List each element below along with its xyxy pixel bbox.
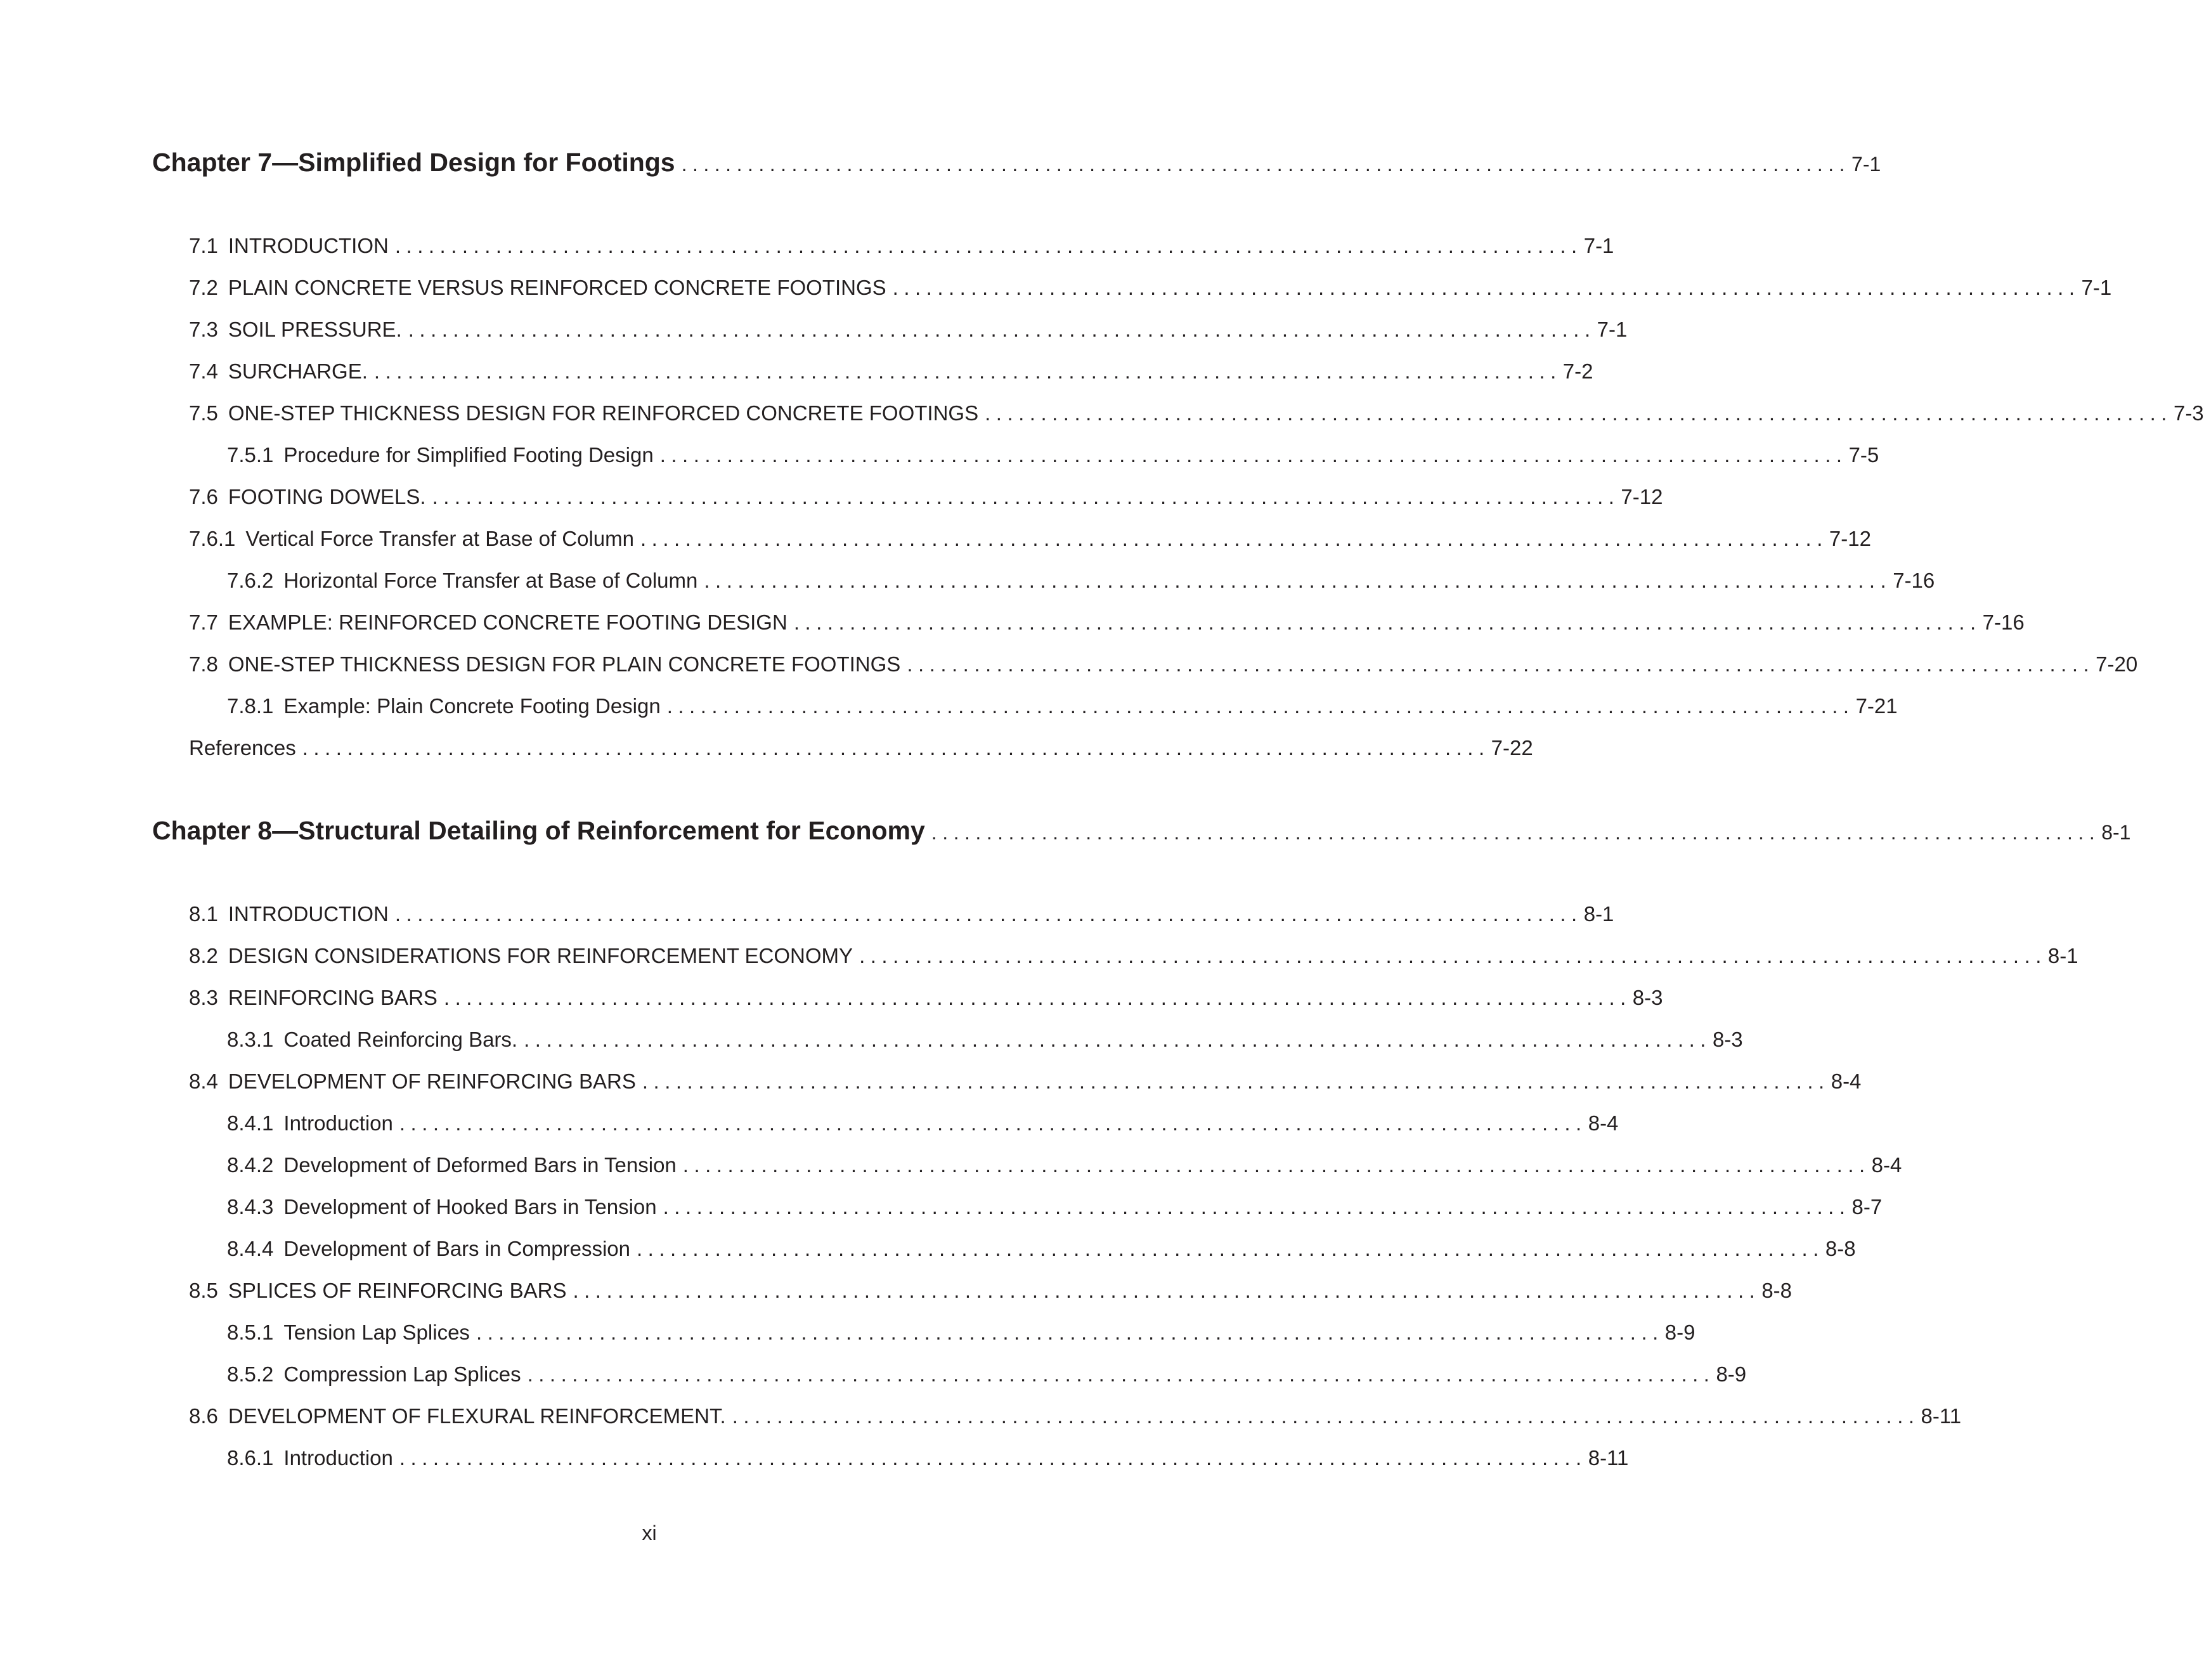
entry-number: 7.6.1 [189, 527, 236, 550]
entry-page: 8-8 [1825, 1237, 1856, 1260]
entry-number: 7.6 [189, 485, 218, 508]
toc-entry[interactable] [227, 567, 1935, 595]
entry-number: 8.3 [189, 986, 218, 1009]
entry-title: Introduction [283, 1111, 393, 1135]
entry-title: PLAIN CONCRETE VERSUS REINFORCED CONCRETE FOOTINGS [228, 276, 886, 299]
chapter-heading[interactable] [152, 146, 1881, 179]
dot-leader: .......................................................................................................... [892, 276, 2080, 299]
entry-page: 7-21 [1855, 694, 1898, 718]
dot-leader: .......................................................................................................... [302, 736, 1490, 759]
entry-page: 7-12 [1829, 527, 1871, 550]
page-number: xi [642, 1522, 657, 1544]
entry-page: 8-4 [1588, 1111, 1619, 1135]
entry-number: 8.5.2 [227, 1362, 274, 1386]
entry-title: Coated Reinforcing Bars. [283, 1028, 518, 1051]
dot-leader: .......................................................................................................... [373, 359, 1562, 383]
entry-number: 7.7 [189, 611, 218, 634]
toc-entry[interactable] [227, 1109, 1619, 1137]
entry-title: INTRODUCTION [228, 234, 389, 257]
dot-leader: .......................................................................................................... [399, 1111, 1587, 1135]
entry-title: Vertical Force Transfer at Base of Column [245, 527, 635, 550]
entry-page: 8-3 [1632, 986, 1663, 1009]
entry-title: Procedure for Simplified Footing Design [283, 443, 654, 467]
toc-entry[interactable] [189, 1277, 1792, 1305]
toc-entry[interactable] [189, 316, 1628, 344]
entry-title: Compression Lap Splices [283, 1362, 521, 1386]
toc-entry[interactable] [189, 274, 2112, 302]
entry-number: 7.2 [189, 276, 218, 299]
chapter-title: Chapter 7—Simplified Design for Footings [152, 148, 675, 177]
entry-title: SPLICES OF REINFORCING BARS [228, 1279, 567, 1302]
toc-entry[interactable] [189, 609, 2025, 636]
dot-leader: .......................................................................................................... [394, 234, 1583, 257]
entry-title: FOOTING DOWELS. [228, 485, 426, 508]
entry-title: REINFORCING BARS [228, 986, 438, 1009]
entry-title: Development of Deformed Bars in Tension [283, 1153, 677, 1177]
dot-leader: .......................................................................................................... [443, 986, 1631, 1009]
entry-title: Development of Bars in Compression [283, 1237, 630, 1260]
entry-number: 7.4 [189, 359, 218, 383]
entry-page: 8-4 [1871, 1153, 1902, 1177]
entry-page: 8-4 [1831, 1069, 1862, 1093]
toc-entry[interactable] [227, 1026, 1743, 1054]
dot-leader: .......................................................................................................... [985, 401, 2172, 425]
dot-leader: .......................................................................................................... [663, 1195, 1851, 1218]
dot-leader: .......................................................................................................... [931, 821, 2101, 844]
entry-title: SURCHARGE. [228, 359, 368, 383]
dot-leader: .......................................................................................................... [432, 485, 1620, 508]
toc-entry[interactable] [189, 483, 1663, 511]
entry-number: 8.5 [189, 1279, 218, 1302]
entry-page: 7-5 [1848, 443, 1879, 467]
chapter-page: 8-1 [2101, 821, 2131, 844]
entry-number: 8.3.1 [227, 1028, 274, 1051]
dot-leader: .......................................................................................................... [642, 1069, 1830, 1093]
dot-leader: .......................................................................................................... [907, 652, 2095, 676]
entry-number: 8.6.1 [227, 1446, 274, 1470]
toc-entry[interactable] [227, 1151, 1902, 1179]
entry-page: 7-3 [2173, 401, 2204, 425]
dot-leader: .......................................................................................................... [408, 318, 1596, 341]
entry-title: Development of Hooked Bars in Tension [283, 1195, 657, 1218]
entry-number: 8.4.4 [227, 1237, 274, 1260]
entry-page: 7-22 [1491, 736, 1533, 759]
entry-number: 8.4 [189, 1069, 218, 1093]
toc-entry[interactable] [189, 1402, 1962, 1430]
entry-title: ONE-STEP THICKNESS DESIGN FOR PLAIN CONCRETE FOOTINGS [228, 652, 901, 676]
entry-number: 8.4.3 [227, 1195, 274, 1218]
toc-entry[interactable] [189, 525, 1871, 553]
entry-title: Horizontal Force Transfer at Base of Column [283, 569, 698, 592]
toc-entry[interactable] [227, 692, 1898, 720]
entry-page: 8-1 [1583, 902, 1614, 926]
entry-page: 7-16 [1982, 611, 2025, 634]
dot-leader: .......................................................................................................... [793, 611, 1981, 634]
dot-leader: .......................................................................................................... [666, 694, 1855, 718]
entry-number: 7.8 [189, 652, 218, 676]
toc-entry[interactable] [227, 1444, 1629, 1472]
dot-leader: .......................................................................................................... [573, 1279, 1761, 1302]
entry-title: EXAMPLE: REINFORCED CONCRETE FOOTING DESIGN [228, 611, 788, 634]
entry-page: 8-11 [1921, 1404, 1962, 1428]
toc-entry[interactable] [189, 942, 2078, 970]
toc-entry[interactable] [227, 1360, 1747, 1388]
entry-title: Tension Lap Splices [283, 1321, 470, 1344]
toc-entry[interactable] [227, 1193, 1883, 1221]
entry-title: DEVELOPMENT OF FLEXURAL REINFORCEMENT. [228, 1404, 726, 1428]
chapter-heading[interactable] [152, 814, 2131, 847]
entry-page: 7-1 [1583, 234, 1614, 257]
toc-entry[interactable] [189, 232, 1614, 260]
entry-title: DEVELOPMENT OF REINFORCING BARS [228, 1069, 636, 1093]
entry-page: 7-16 [1893, 569, 1935, 592]
entry-number: 7.6.2 [227, 569, 274, 592]
toc-entry[interactable] [189, 399, 2204, 427]
entry-title: SOIL PRESSURE. [228, 318, 402, 341]
chapter-page: 7-1 [1851, 153, 1881, 176]
dot-leader: .......................................................................................................... [524, 1028, 1711, 1051]
toc-entry[interactable] [189, 984, 1663, 1012]
entry-page: 8-9 [1716, 1362, 1747, 1386]
entry-number: 8.4.1 [227, 1111, 274, 1135]
entry-page: 7-1 [2081, 276, 2112, 299]
entry-number: 7.5 [189, 401, 218, 425]
entry-page: 7-1 [1597, 318, 1628, 341]
dot-leader: .......................................................................................................... [859, 944, 2047, 967]
entry-title: INTRODUCTION [228, 902, 389, 926]
entry-page: 8-9 [1664, 1321, 1695, 1344]
entry-page: 8-11 [1588, 1446, 1629, 1470]
entry-number: 7.8.1 [227, 694, 274, 718]
dot-leader: .......................................................................................................... [394, 902, 1583, 926]
dot-leader: .......................................................................................................... [682, 1153, 1870, 1177]
toc-entry[interactable] [189, 358, 1593, 385]
entry-page: 7-12 [1621, 485, 1663, 508]
entry-page: 8-8 [1761, 1279, 1792, 1302]
dot-leader: .......................................................................................................... [637, 1237, 1824, 1260]
entry-page: 8-3 [1712, 1028, 1743, 1051]
toc-entry[interactable] [227, 1235, 1856, 1263]
toc-entry[interactable] [189, 1068, 1862, 1095]
entry-number: 8.6 [189, 1404, 218, 1428]
entry-page: 7-20 [2096, 652, 2138, 676]
entry-title: ONE-STEP THICKNESS DESIGN FOR REINFORCED CONCRETE FOOTINGS [228, 401, 979, 425]
dot-leader: .......................................................................................................... [732, 1404, 1920, 1428]
entry-title: DESIGN CONSIDERATIONS FOR REINFORCEMENT ECONOMY [228, 944, 853, 967]
entry-title: References [189, 736, 296, 759]
entry-page: 8-1 [2047, 944, 2078, 967]
entry-title: Example: Plain Concrete Footing Design [283, 694, 661, 718]
entry-number: 8.4.2 [227, 1153, 274, 1177]
toc-entry[interactable] [189, 900, 1614, 928]
dot-leader: .......................................................................................................... [681, 153, 1851, 176]
entry-number: 7.5.1 [227, 443, 274, 467]
entry-number: 8.1 [189, 902, 218, 926]
entry-number: 8.2 [189, 944, 218, 967]
entry-page: 7-2 [1562, 359, 1593, 383]
entry-number: 8.5.1 [227, 1321, 274, 1344]
entry-number: 7.1 [189, 234, 218, 257]
dot-leader: .......................................................................................................... [399, 1446, 1587, 1470]
dot-leader: .......................................................................................................... [640, 527, 1828, 550]
toc-entry[interactable] [227, 1319, 1695, 1347]
toc-entry-references[interactable] [189, 734, 1533, 762]
dot-leader: .......................................................................................................... [659, 443, 1848, 467]
toc-entry[interactable] [189, 650, 2138, 678]
toc-entry[interactable] [227, 441, 1879, 469]
entry-number: 7.3 [189, 318, 218, 341]
dot-leader: .......................................................................................................... [476, 1321, 1664, 1344]
dot-leader: .......................................................................................................... [527, 1362, 1715, 1386]
dot-leader: .......................................................................................................... [704, 569, 1892, 592]
entry-page: 8-7 [1851, 1195, 1883, 1218]
entry-title: Introduction [283, 1446, 393, 1470]
chapter-title: Chapter 8—Structural Detailing of Reinforcement for Economy [152, 816, 925, 845]
